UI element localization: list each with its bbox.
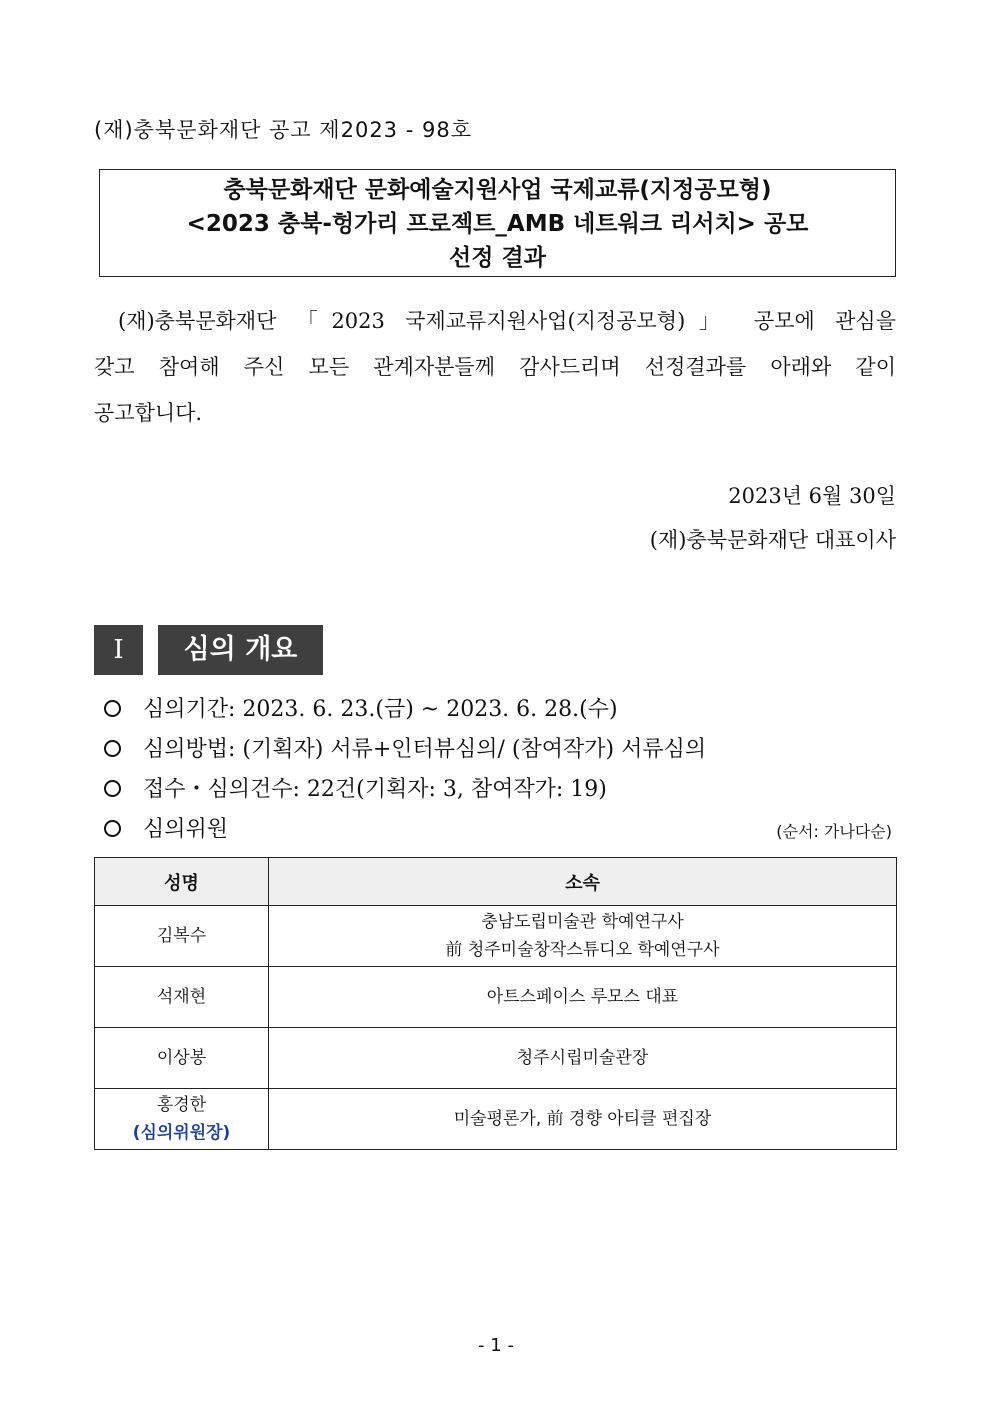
body-line-2: 갖고 참여해 주신 모든 관계자분들께 감사드리며 선정결과를 아래와 같이 — [94, 355, 896, 379]
list-item: 접수・심의건수: 22건(기획자: 3, 참여작가: 19) — [104, 770, 904, 810]
table-row — [95, 1028, 897, 1089]
member-name: 김복수 — [95, 906, 269, 967]
table-header-row — [95, 858, 897, 906]
title-line-1: 충북문화재단 문화예술지원사업 국제교류(지정공모형) — [223, 177, 772, 203]
announcement-body — [94, 298, 896, 436]
committee-table — [94, 857, 897, 1150]
page-number: - 1 - — [478, 1335, 514, 1356]
list-item: 심의위원 (순서: 가나다순) — [104, 810, 904, 850]
member-affiliation: 미술평론가, 前 경향 아티클 편집장 — [269, 1089, 897, 1150]
list-item: 심의기간: 2023. 6. 23.(금) ~ 2023. 6. 28.(수) — [104, 690, 904, 730]
member-name: 석재현 — [95, 967, 269, 1028]
section-title: 심의 개요 — [158, 625, 323, 675]
title-line-2: <2023 충북-헝가리 프로젝트_AMB 네트워크 리서치> 공모 — [186, 211, 809, 237]
body-line-1: (재)충북문화재단 「2023 국제교류지원사업(지정공모형)」 공모에 관심을 — [118, 309, 896, 333]
header-affiliation: 소속 — [269, 858, 897, 906]
notice-number: (재)충북문화재단 공고 제2023 - 98호 — [94, 118, 472, 142]
member-affiliation: 아트스페이스 루모스 대표 — [269, 967, 897, 1028]
circle-bullet-icon — [104, 820, 121, 837]
review-overview-list — [104, 690, 904, 850]
member-name: 이상봉 — [95, 1028, 269, 1089]
chair-tag: (심의위원장) — [132, 1123, 231, 1143]
member-name: 홍경한 — [156, 1095, 207, 1115]
signer: (재)충북문화재단 대표이사 — [649, 528, 896, 552]
body-line-3: 공고합니다. — [94, 401, 203, 425]
table-row — [95, 967, 897, 1028]
list-item: 심의방법: (기획자) 서류+인터뷰심의/ (참여작가) 서류심의 — [104, 730, 904, 770]
circle-bullet-icon — [104, 780, 121, 797]
table-row — [95, 1089, 897, 1150]
member-name-cell — [95, 1089, 269, 1150]
header-name: 성명 — [95, 858, 269, 906]
title-line-3: 선정 결과 — [449, 245, 546, 271]
circle-bullet-icon — [104, 700, 121, 717]
table-row — [95, 906, 897, 967]
member-affiliation: 청주시립미술관장 — [269, 1028, 897, 1089]
title-box — [99, 169, 896, 277]
circle-bullet-icon — [104, 740, 121, 757]
order-note: (순서: 가나다순) — [776, 822, 892, 841]
member-affiliation: 충남도립미술관 학예연구사 前 청주미술창작스튜디오 학예연구사 — [269, 906, 897, 967]
announcement-date: 2023년 6월 30일 — [728, 484, 896, 508]
section-number: Ⅰ — [94, 625, 143, 675]
